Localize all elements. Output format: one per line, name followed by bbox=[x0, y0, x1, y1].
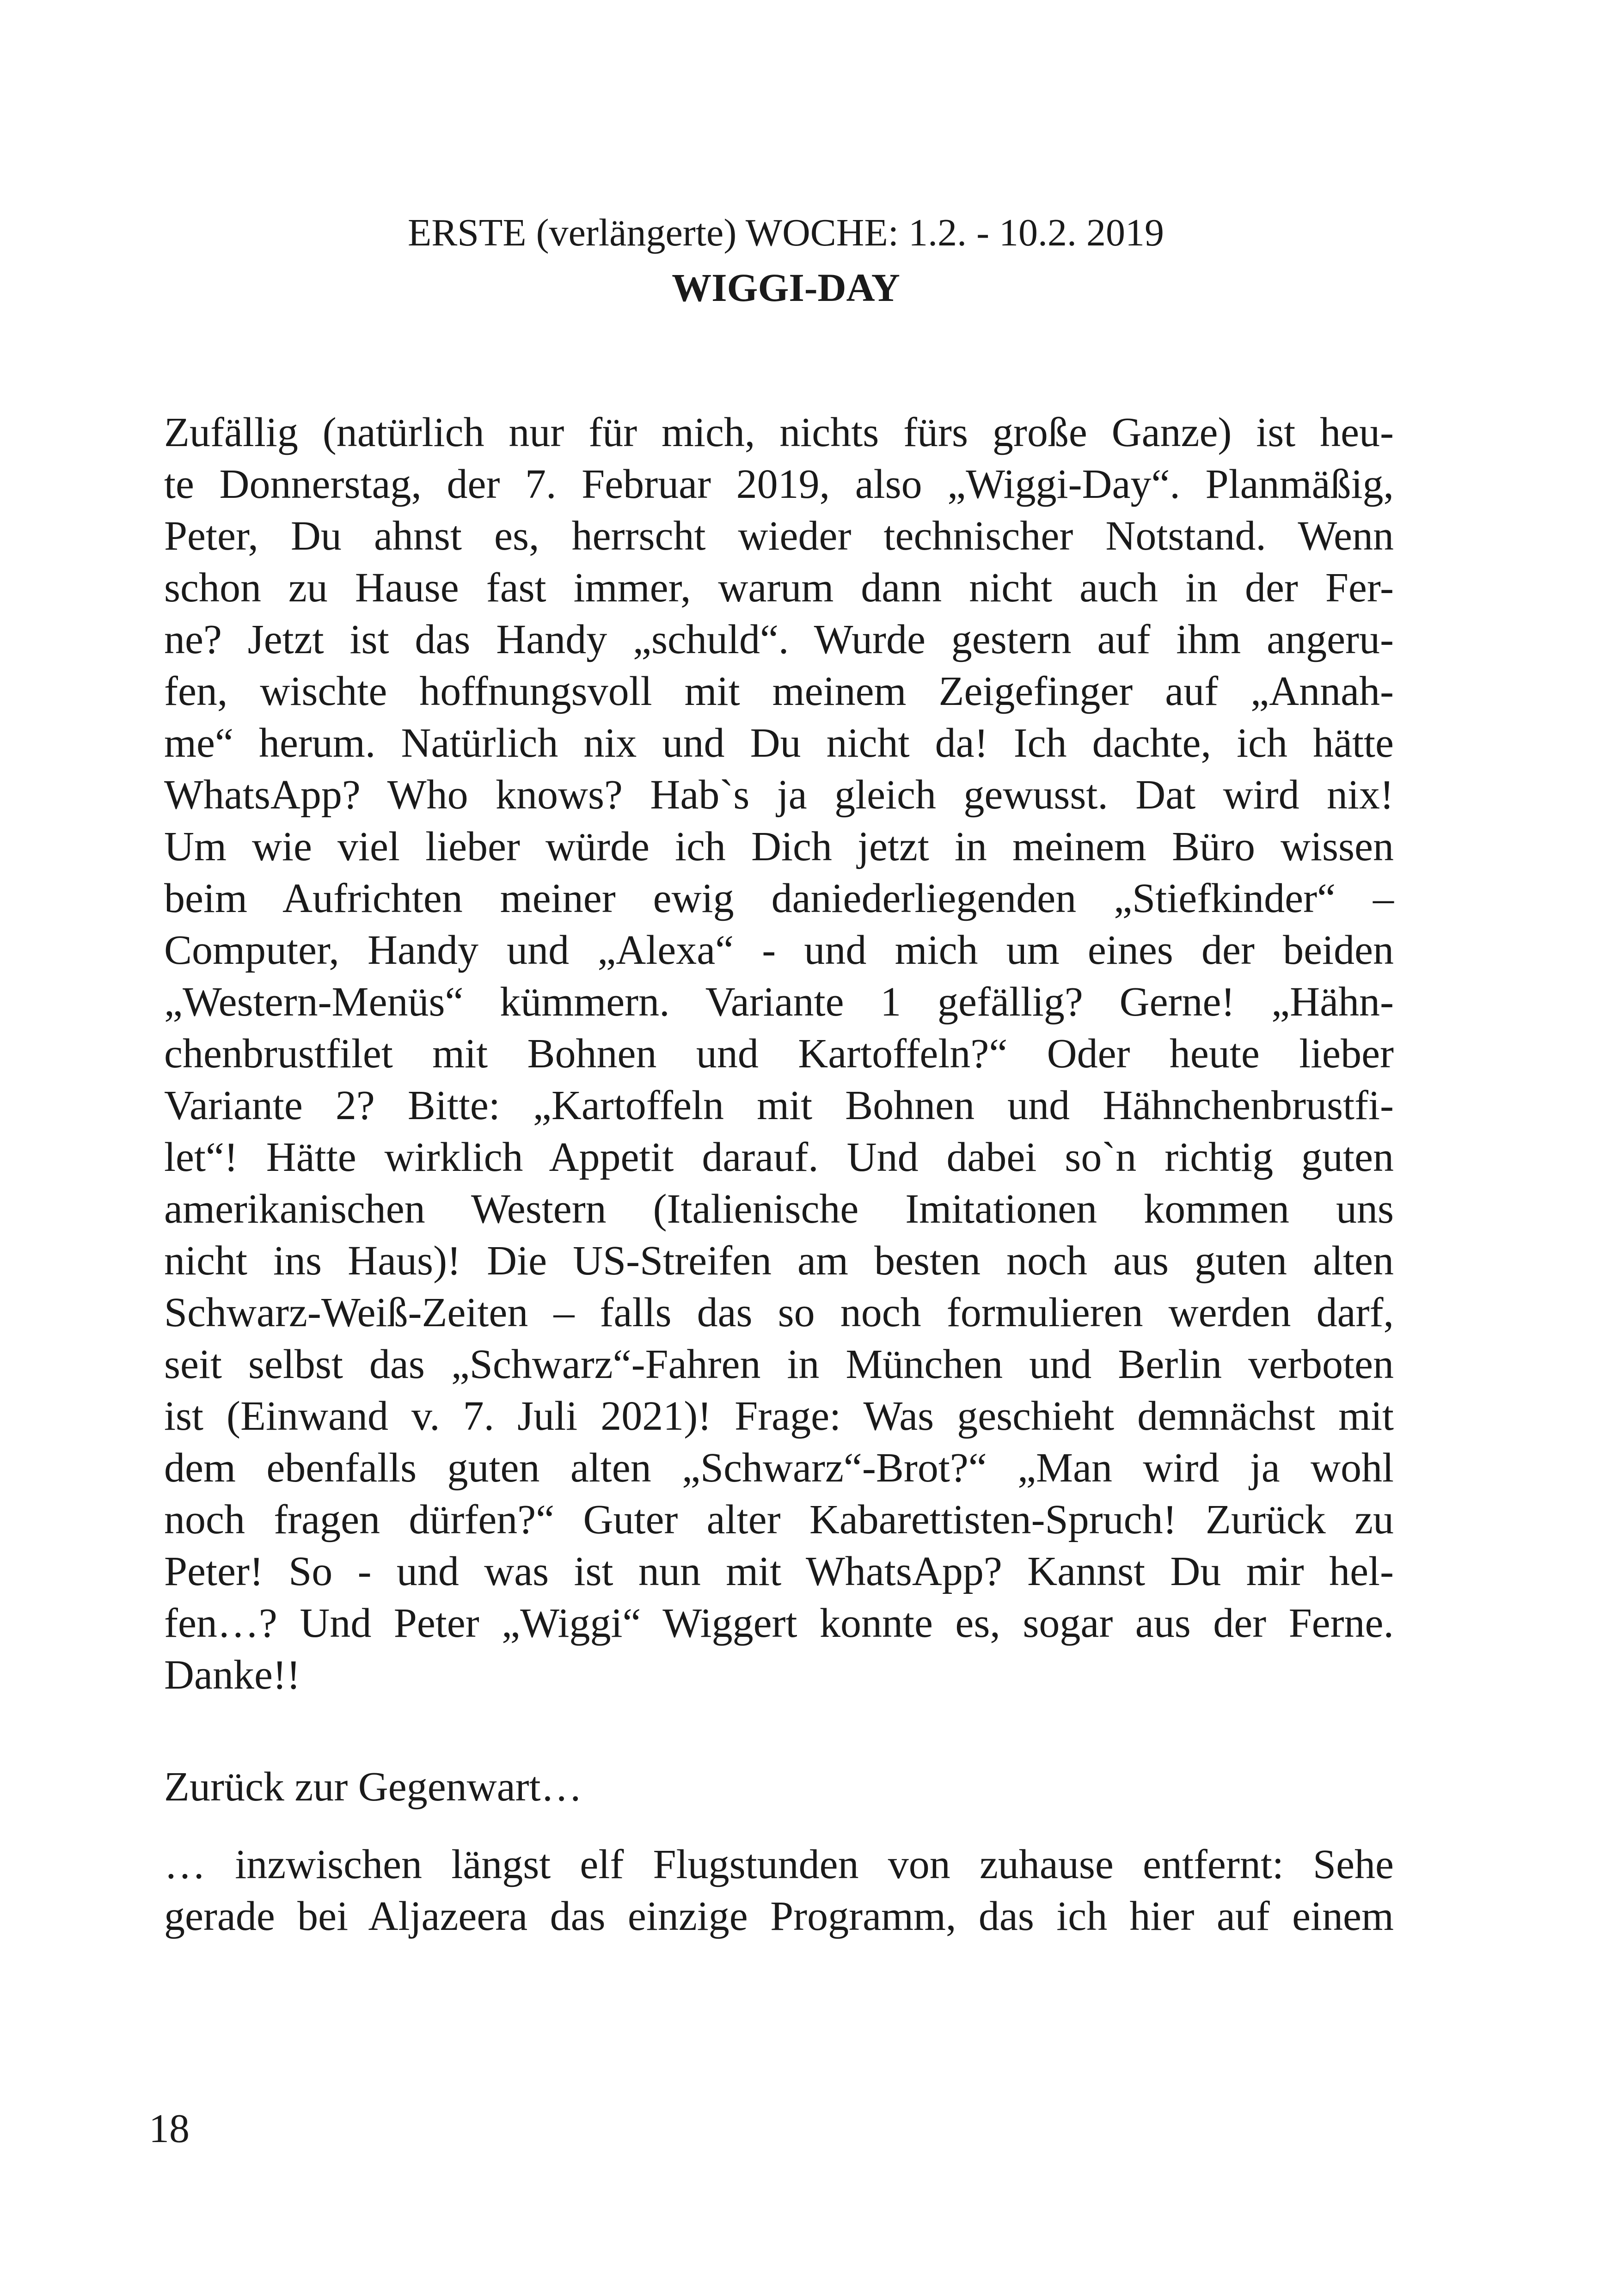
text-line: Um wie viel lieber würde ich Dich jetzt in meinem Büro wissen bbox=[164, 824, 1394, 869]
text-line: Variante 2? Bitte: „Kartoffeln mit Bohnen und Hähnchenbrustfi- bbox=[164, 1083, 1394, 1128]
paragraph-gegenwart bbox=[164, 1761, 1394, 1813]
text-line: gerade bei Aljazeera das einzige Programm, das ich hier auf einem bbox=[164, 1893, 1394, 1939]
chapter-header bbox=[166, 206, 1405, 315]
paragraph-wiggi-day bbox=[164, 407, 1394, 1701]
text-line: Schwarz-Weiß-Zeiten – falls das so noch formulieren werden darf, bbox=[164, 1290, 1394, 1335]
chapter-subtitle: WIGGI-DAY bbox=[672, 265, 900, 310]
text-line: seit selbst das „Schwarz“-Fahren in München und Berlin verboten bbox=[164, 1341, 1394, 1387]
text-line: Computer, Handy und „Alexa“ - und mich um eines der beiden bbox=[164, 927, 1394, 973]
chapter-title: ERSTE (verlängerte) WOCHE: 1.2. - 10.2. 2019 bbox=[407, 211, 1164, 254]
text-line: let“! Hätte wirklich Appetit darauf. Und dabei so`n richtig guten bbox=[164, 1134, 1394, 1180]
text-line: fen, wischte hoffnungsvoll mit meinem Zeigefinger auf „Annah- bbox=[164, 668, 1394, 714]
text-line: ist (Einwand v. 7. Juli 2021)! Frage: Was geschieht demnächst mit bbox=[164, 1393, 1394, 1439]
text-line: … inzwischen längst elf Flugstunden von zuhause entfernt: Sehe bbox=[164, 1842, 1394, 1887]
text-line: chenbrustfilet mit Bohnen und Kartoffeln?“ Oder heute lieber bbox=[164, 1031, 1394, 1077]
text-line: Peter! So - und was ist nun mit WhatsApp? Kannst Du mir hel- bbox=[164, 1549, 1394, 1594]
text-line: ne? Jetzt ist das Handy „schuld“. Wurde gestern auf ihm angeru- bbox=[164, 617, 1394, 662]
text-line: „Western-Menüs“ kümmern. Variante 1 gefällig? Gerne! „Hähn- bbox=[164, 979, 1394, 1025]
text-line: te Donnerstag, der 7. Februar 2019, also „Wiggi-Day“. Planmäßig, bbox=[164, 461, 1394, 507]
text-line: fen…? Und Peter „Wiggi“ Wiggert konnte es, sogar aus der Ferne. bbox=[164, 1600, 1394, 1646]
text-line: Zufällig (natürlich nur für mich, nichts fürs große Ganze) ist heu- bbox=[164, 410, 1394, 455]
text-line: WhatsApp? Who knows? Hab`s ja gleich gewusst. Dat wird nix! bbox=[164, 772, 1394, 818]
text-line: Peter, Du ahnst es, herrscht wieder technischer Notstand. Wenn bbox=[164, 513, 1394, 559]
text-line: me“ herum. Natürlich nix und Du nicht da! Ich dachte, ich hätte bbox=[164, 720, 1394, 766]
text-line: amerikanischen Western (Italienische Imitationen kommen uns bbox=[164, 1186, 1394, 1232]
text-line: Danke!! bbox=[164, 1652, 300, 1698]
text-line: nicht ins Haus)! Die US-Streifen am besten noch aus guten alten bbox=[164, 1238, 1394, 1284]
text-line: schon zu Hause fast immer, warum dann nicht auch in der Fer- bbox=[164, 565, 1394, 611]
text-line: dem ebenfalls guten alten „Schwarz“-Brot?“ „Man wird ja wohl bbox=[164, 1445, 1394, 1491]
paragraph-flugstunden bbox=[164, 1839, 1394, 1942]
page-number: 18 bbox=[149, 2106, 190, 2151]
text-line: beim Aufrichten meiner ewig daniederliegenden „Stiefkinder“ – bbox=[164, 876, 1394, 921]
text-line: noch fragen dürfen?“ Guter alter Kabarettisten-Spruch! Zurück zu bbox=[164, 1497, 1394, 1543]
text-line: Zurück zur Gegenwart… bbox=[164, 1764, 582, 1810]
